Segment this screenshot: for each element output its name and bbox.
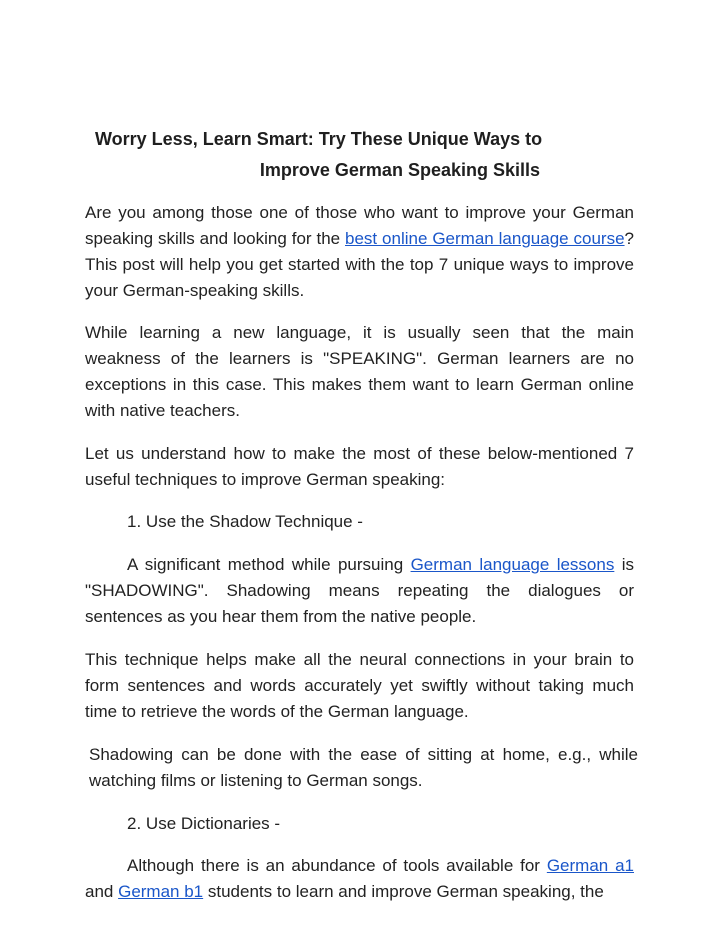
german-lessons-link[interactable]: German language lessons xyxy=(410,555,615,574)
step-2-heading xyxy=(127,811,280,837)
shadowing-paragraph xyxy=(85,552,634,630)
german-a1-link[interactable]: German a1 xyxy=(546,856,634,875)
dictionaries-paragraph xyxy=(85,853,634,905)
step-2-label: Use Dictionaries - xyxy=(145,814,281,833)
dictionaries-text-after: students to learn and improve German speaking, the xyxy=(203,882,604,901)
step-2-number: 2. xyxy=(127,814,142,833)
dictionaries-text-middle: and xyxy=(85,882,119,901)
speaking-weakness-paragraph: While learning a new language, it is usually seen that the main weakness of the learners is "SPEAKING". German learners are no exceptions in this case. This makes them want to learn German online with native teachers. xyxy=(85,323,634,420)
intro-text-after: ? This post will help you get started with the top 7 unique ways to improve your German-speaking skills. xyxy=(85,229,634,300)
shadowing-text-before: A significant method while pursuing xyxy=(127,555,411,574)
step-1-heading xyxy=(127,509,363,535)
shadowing-at-home-paragraph: Shadowing can be done with the ease of sitting at home, e.g., while watching films or listening to German songs. xyxy=(89,745,638,790)
step-1-number: 1. xyxy=(127,512,142,531)
neural-connections-paragraph: This technique helps make all the neural connections in your brain to form sentences and words accurately yet swiftly without taking much time to retrieve the words of the German language. xyxy=(85,650,634,721)
techniques-intro-paragraph: Let us understand how to make the most of these below-mentioned 7 useful techniques to improve German speaking: xyxy=(85,444,634,489)
shadowing-text-after: is "SHADOWING". Shadowing means repeating the dialogues or sentences as you hear them from the native people. xyxy=(85,555,635,626)
title-line-2: Improve German Speaking Skills xyxy=(259,160,540,180)
best-online-course-link[interactable]: best online German language course xyxy=(345,229,625,248)
intro-paragraph xyxy=(85,200,634,304)
step-1-label: Use the Shadow Technique - xyxy=(145,512,363,531)
title-line-1: Worry Less, Learn Smart: Try These Unique Ways to xyxy=(95,129,543,149)
german-b1-link[interactable]: German b1 xyxy=(118,882,204,901)
dictionaries-text-before: Although there is an abundance of tools available for xyxy=(127,856,547,875)
intro-text-before: Are you among those one of those who want to improve your German speaking skills and looking for the xyxy=(85,203,634,248)
page-title xyxy=(85,124,634,186)
